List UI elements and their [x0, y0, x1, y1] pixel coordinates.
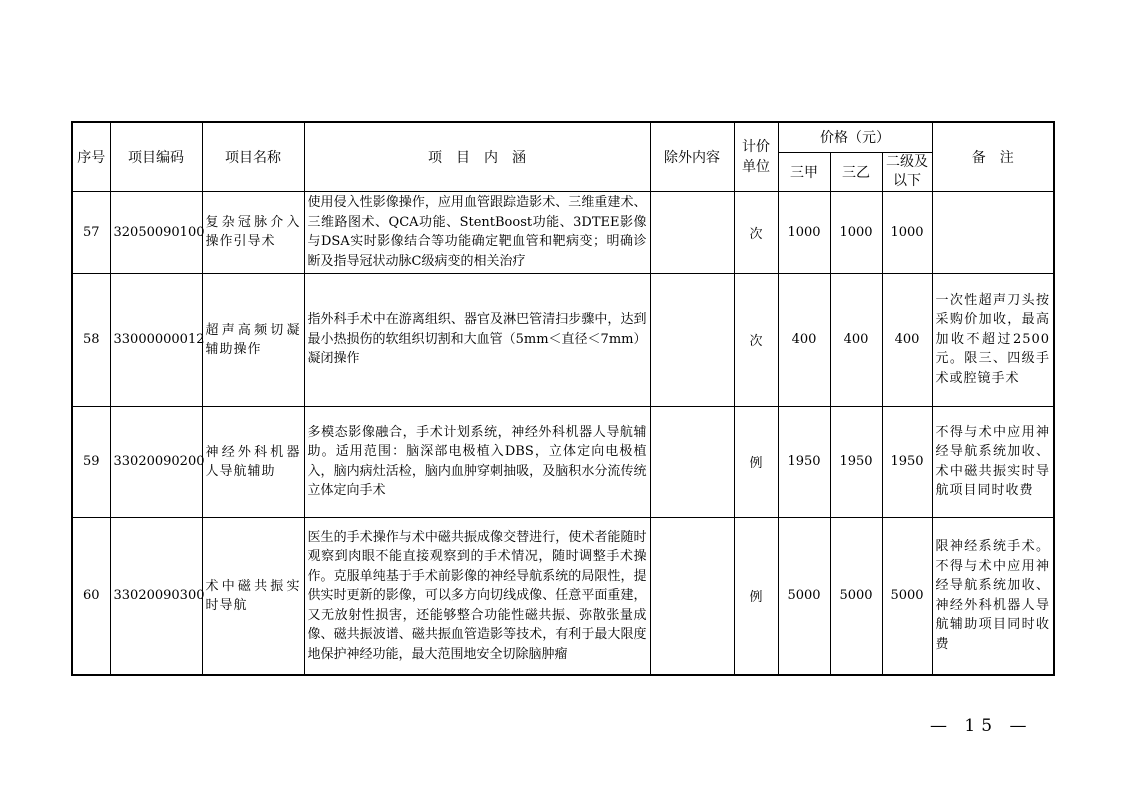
row-price-c: 1000: [882, 191, 932, 273]
row-content: 多模态影像融合，手术计划系统，神经外科机器人导航辅助。适用范围：脑深部电极植入DBS，立体定向电极植入，脑内病灶活检，脑内血肿穿刺抽吸，及脑积水分流传统立体定向手术: [304, 406, 650, 517]
header-price: 价格（元）: [778, 122, 932, 152]
header-note: 备 注: [932, 122, 1054, 191]
row-content: 医生的手术操作与术中磁共振成像交替进行，使术者能随时观察到肉眼不能直接观察到的手术情况，随时调整手术操作。克服单纯基于手术前影像的神经导航系统的局限性，提供实时更新的影像，可以多方向切线成像、任意平面重建，又无放射性损害，还能够整合功能性磁共振、弥散张量成像、磁共振波谱、磁共振血管造影等技术，有利于最大限度地保护神经功能，最大范围地安全切除脑肿瘤: [304, 517, 650, 675]
row-note: [932, 191, 1054, 273]
row-unit: 例: [734, 517, 778, 675]
row-price-c: 400: [882, 273, 932, 406]
row-note: 不得与术中应用神经导航系统加收、术中磁共振实时导航项目同时收费: [932, 406, 1054, 517]
row-code: 32050090100: [110, 191, 202, 273]
row-price-b: 400: [830, 273, 882, 406]
header-grade-a: 三甲: [778, 152, 830, 191]
row-exclude: [650, 273, 734, 406]
row-code: 33020090300: [110, 517, 202, 675]
header-name: 项目名称: [202, 122, 304, 191]
row-content: 使用侵入性影像操作，应用血管跟踪造影术、三维重建术、三维路图术、QCA功能、StentBoost功能、3DTEE影像与DSA实时影像结合等功能确定靶血管和靶病变；明确诊断及指导冠状动脉C级病变的相关治疗: [304, 191, 650, 273]
row-price-a: 5000: [778, 517, 830, 675]
row-content: 指外科手术中在游离组织、器官及淋巴管清扫步骤中，达到最小热损伤的软组织切割和大血管（5mm＜直径＜7mm）凝闭操作: [304, 273, 650, 406]
row-exclude: [650, 406, 734, 517]
table-row: [72, 191, 1054, 273]
row-price-b: 1000: [830, 191, 882, 273]
row-price-a: 1950: [778, 406, 830, 517]
header-code: 项目编码: [110, 122, 202, 191]
header-exclude: 除外内容: [650, 122, 734, 191]
row-name: 术中磁共振实时导航: [202, 517, 304, 675]
row-exclude: [650, 517, 734, 675]
header-unit: 计价单位: [734, 122, 778, 191]
row-price-a: 1000: [778, 191, 830, 273]
row-price-a: 400: [778, 273, 830, 406]
row-price-b: 1950: [830, 406, 882, 517]
row-code: 33020090200: [110, 406, 202, 517]
row-price-b: 5000: [830, 517, 882, 675]
row-note: 限神经系统手术。不得与术中应用神经导航系统加收、神经外科机器人导航辅助项目同时收费: [932, 517, 1054, 675]
row-seq: 57: [72, 191, 110, 273]
row-name: 超声高频切凝辅助操作: [202, 273, 304, 406]
row-price-c: 5000: [882, 517, 932, 675]
row-code: 33000000012: [110, 273, 202, 406]
header-row-1: [72, 122, 1054, 152]
row-price-c: 1950: [882, 406, 932, 517]
row-note: 一次性超声刀头按采购价加收，最高加收不超过2500元。限三、四级手术或腔镜手术: [932, 273, 1054, 406]
table-row: [72, 406, 1054, 517]
header-content: 项 目 内 涵: [304, 122, 650, 191]
row-seq: 60: [72, 517, 110, 675]
price-table: [71, 121, 1055, 676]
header-grade-b: 三乙: [830, 152, 882, 191]
table-row: [72, 517, 1054, 675]
table-row: [72, 273, 1054, 406]
page-number: — 15 —: [930, 716, 1033, 736]
row-seq: 58: [72, 273, 110, 406]
row-exclude: [650, 191, 734, 273]
row-name: 复杂冠脉介入操作引导术: [202, 191, 304, 273]
row-unit: 次: [734, 273, 778, 406]
row-unit: 次: [734, 191, 778, 273]
row-seq: 59: [72, 406, 110, 517]
row-name: 神经外科机器人导航辅助: [202, 406, 304, 517]
row-unit: 例: [734, 406, 778, 517]
header-grade-c: 二级及以下: [882, 152, 932, 191]
header-seq: 序号: [72, 122, 110, 191]
